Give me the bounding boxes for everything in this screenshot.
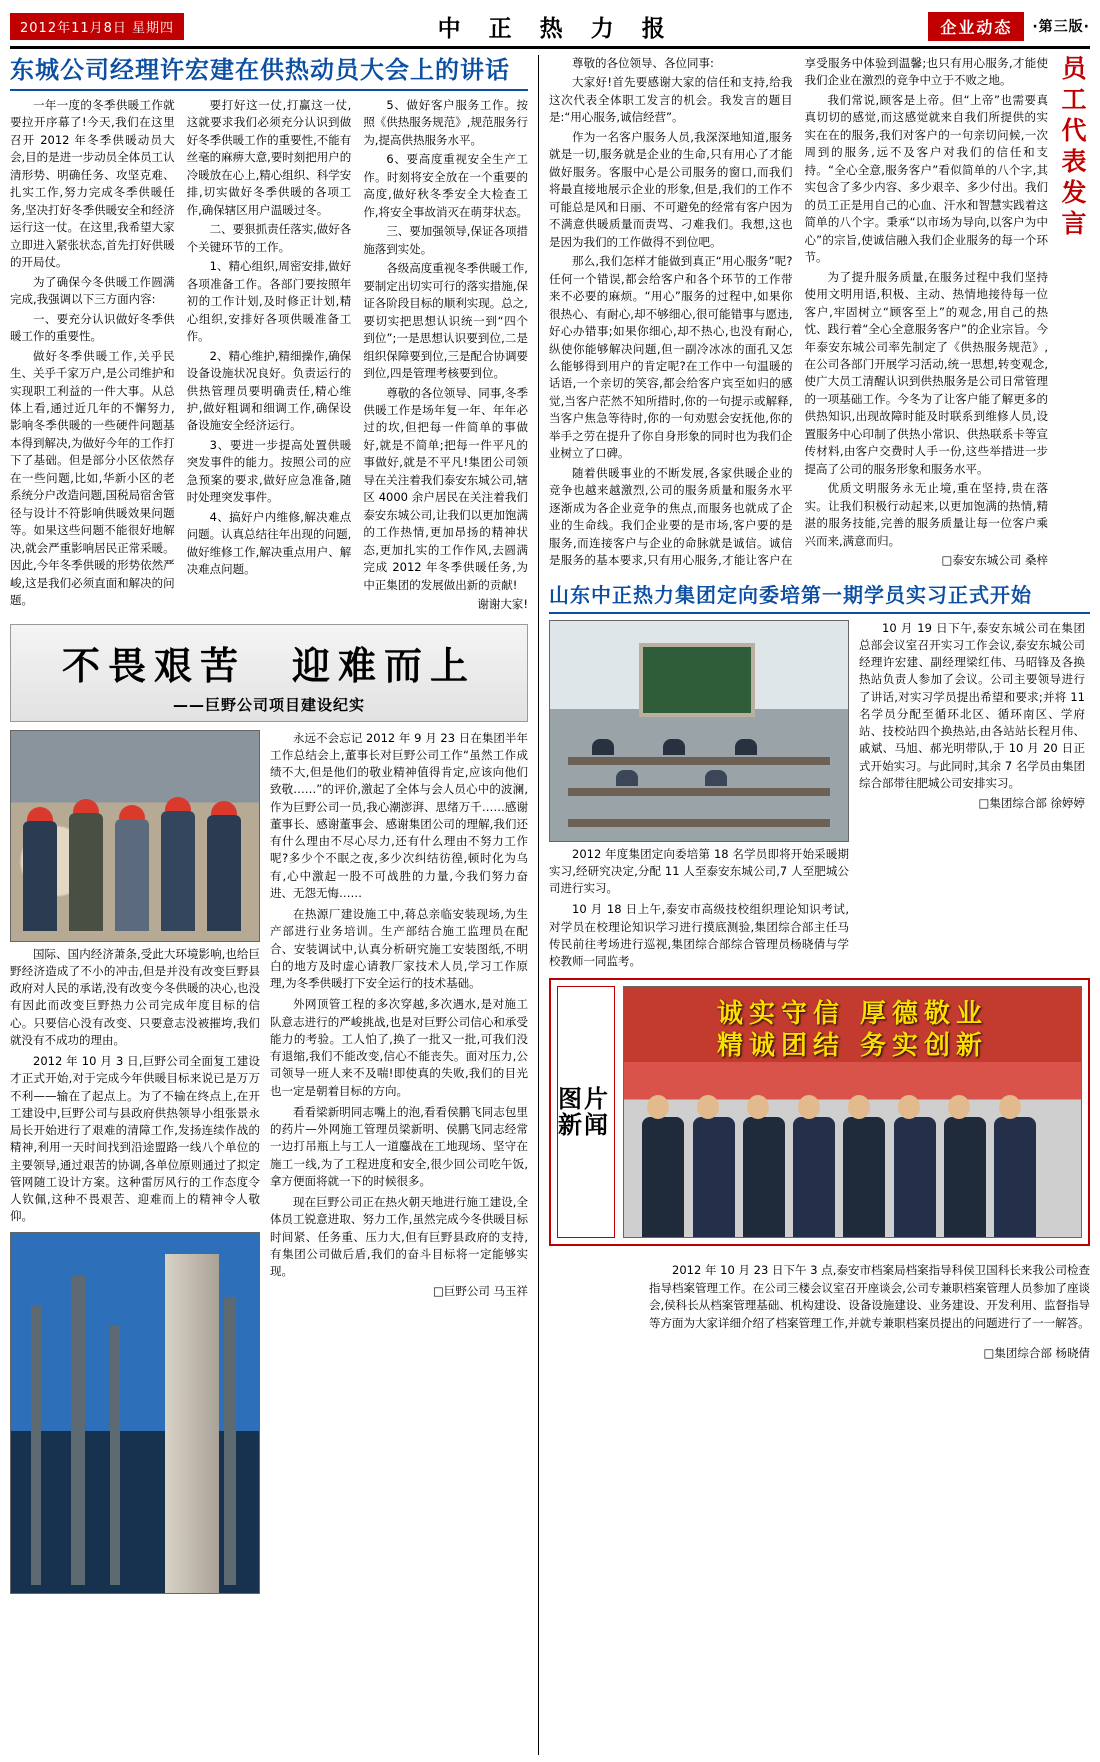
paragraph: 2、精心维护,精细操作,确保设备设施状况良好。负责运行的供热管理员要明确责任,精心维护,做好粗调和细调工作,确保设备设施安全经济运行。 [186,348,352,433]
paragraph: 3、要进一步提高处置供暖突发事件的能力。按照公司的应急预案的要求,做好应急准备,随时处理突发事件。 [186,437,352,505]
main-headline: 东城公司经理许宏建在供热动员大会上的讲话 [10,55,528,91]
paragraph: 大家好!首先要感谢大家的信任和支持,给我这次代表全体职工发言的机会。我发言的题目是:“用心服务,诚信经营”。 [549,75,793,125]
paragraph: 谢谢大家! [477,597,528,612]
paragraph: 看看梁新明同志嘴上的泡,看看侯鹏飞同志包里的药片—外网施工管理员梁新明、侯鹏飞同志经常一边打吊瓶上与工人一道鏖战在工地现场、坚守在施工一线,为了工程进度和安全,很少回公司吃午饭,拿方便面将就一下的时候很多。 [270,1104,528,1188]
article-byline: □泰安东城公司 桑梓 [941,553,1048,568]
photo-group-meeting [623,986,1082,1238]
training-headline: 山东中正热力集团定向委培第一期学员实习正式开始 [549,579,1090,614]
paragraph: 永远不会忘记 2012 年 9 月 23 日在集团半年工作总结会上,董事长对巨野公司工作“虽然工作成绩不大,但是他们的敬业精神值得肯定,应该向他们致敬……”的评价,激起了全体与会人员心中的波澜,作为巨野公司一员,我心潮澎湃、思绪万千……感谢董事长、感谢董事会、感谢集团公司的理解,我们还有什么理由不尽心尽力,还有什么理由不努力工作呢?多少个不眠之夜,多少次纠结彷徨,顿时化为乌有,心中激起一股不可战胜的力量,今我们努力奋进、无怨无悔…… [270,730,528,900]
main-article-body [10,97,528,614]
paragraph: 我们常说,顾客是上帝。但“上帝”也需要真真切切的感觉,而这感觉就来自我们所提供的实实在在的服务,我们对客户的一句亲切问候,一次周到的服务,远不及客户对我们的信任和支持。“全心全意,服务客户”看似简单的八个字,其实包含了多少内容、多少艰辛、多少付出。我们的员工正是用自己的心血、汗水和智慧实践着这简单的八个字。秉承“以市场为导向,以客户为中心”的宗旨,使诚信融入我们企业服务的每一个环节。 [804,92,1048,265]
paragraph: 随着供暖事业的不断发展,各家供暖企业的竞争也越来越激烈,公司的服务质量和服务水平逐渐成为各企业竞争的焦点,而服务也就成了企业的生命线。我们企业要的是市场,客户要的是服务,而连接客户与企业的命脉就是诚信。诚信是服务的基本要求,只有用心服务,才能让客户在享受服务中体验到温馨;也只有用心服务,才能使我们企业在激烈的竞争中立于不败之地。 [549,56,1048,568]
banner-title: 不畏艰苦 迎难而上 [61,642,476,688]
article-byline: □集团综合部 杨晓倩 [983,1345,1090,1360]
paragraph: 5、做好客户服务工作。按照《供热服务规范》,规范服务行为,提高供热服务水平。 [363,98,528,147]
paragraph: 现在巨野公司正在热火朝天地进行施工建设,全体员工锐意进取、努力工作,虽然完成今冬供暖目标时间紧、任务重、压力大,但有巨野县政府的支持,有集团公司做后盾,我们的奋斗目标将一定能够实现。 [270,1195,528,1279]
paragraph: 4、搞好户内维修,解决难点问题。认真总结往年出现的问题,做好维修工作,解决重点用户、解决难点问题。 [186,509,352,577]
paragraph: 尊敬的各位领导、各位同事: [572,56,714,70]
left-column [10,55,528,1755]
paper-title: 中 正 热 力 报 [437,14,675,42]
paragraph: 那么,我们怎样才能做到真正“用心服务”呢?任何一个错误,都会给客户和各个环节的工作带来不必要的麻烦。“用心”服务的过程中,如果你很热心、有耐心,却不够细心,很可能错事与愿违,好心办错事;如果你细心,却不热心,也没有耐心,纵使你能够解决问题,但一副冷冰冰的面孔又怎么能够得到用户的肯定呢?在工作中一句温暖的话语,一个亲切的笑容,都会给客户宾至如归的感觉,当客户茫然不知所措时,你的一句提示或解释,当客户焦急等待时,你的一句劝慰会安抚他,你的举手之劳在提升了你自身形象的同时也为我们企业树立了口碑。 [549,254,793,461]
paragraph: 三、要加强领导,保证各项措施落到实处。 [363,224,528,256]
photo-boiler-tower [10,1232,260,1594]
paragraph: 10 月 18 日上午,泰安市高级技校组织理论知识考试,对学员在校理论知识学习进行摸底测验,集团综合部主任马传民前往考场进行巡视,集团综合部综合管理员杨晓倩与学校教师一同监考。 [549,902,849,969]
paragraph: 为了确保今冬供暖工作圆满完成,我强调以下三方面内容: [10,274,175,307]
picture-news-block [549,978,1090,1246]
right-column [538,55,1090,1755]
photo-construction-site [10,730,260,942]
paragraph: 做好冬季供暖工作,关乎民生、关乎千家万户,是公司维护和实现职工利益的一件大事。从总体上看,通过近几年的不懈努力,影响冬季供暖的一些硬件问题基本得到解决,为做好今年的工作打下了基础。但是部分小区依然存在一些问题,比如,华新小区的老系统分户改造问题,国税局宿舍管径与设计不符影响供暖效果问题等。如果这些问题不能很好地解决,就会严重影响居民正常采暖。因此,今年冬季供暖的形势依然严峻,这是我们必须直面和解决的问题。 [10,348,175,608]
photo-slogan-line2: 精诚团结 务实创新 [716,1031,989,1062]
picture-news-text: 2012 年 10 月 23 日下午 3 点,泰安市档案局档案指导科侯卫国科长来我公司检查指导档案管理工作。在公司三楼会议室召开座谈会,公司专兼职档案管理人员参加了座谈会,侯科长从档案管理基础、机构建设、设备设施建设、业务建设、开发利用、监督指导等方面为大家详细介绍了档案管理工作,并就专兼职档案员提出的问题进行了一一解答。 [649,1262,1090,1331]
paragraph: 1、精心组织,周密安排,做好各项准备工作。各部门要按照年初的工作计划,及时修正计划,精心组织,安排好各项供暖准备工作。 [186,259,352,344]
photo-classroom [549,620,849,842]
training-photo-caption: 2012 年度集团定向委培第 18 名学员即将开始采暖期实习,经研究决定,分配 11 人至泰安东城公司,7 人至肥城公司进行实习。 [549,846,849,896]
paragraph: 在热源厂建设施工中,蒋总亲临安装现场,为生产部进行业务培训。生产部结合施工监理员在配合、安装调试中,认真分析研究施工安装图纸,不明白的地方及时虚心请教厂家技术人员,学习工作原理,为冬季供暖打下安全运行的技术基础。 [270,907,528,991]
issue-date: 2012年11月8日 星期四 [10,13,184,40]
banner-subtitle: ——巨野公司项目建设纪实 [172,695,365,714]
paragraph: 二、要狠抓责任落实,做好各个关键环节的工作。 [186,222,352,254]
photo-caption-paragraph: 国际、国内经济萧条,受此大环境影响,也给巨野经济造成了不小的冲击,但是并没有改变巨野县政府对人民的承诺,没有改变今冬供暖的决心,也没有因此而改变巨野热力公司完成年度目标的信心。只要信心没有改变、只要意志没被摧垮,我们就没有不成功的理由。 [10,946,260,1047]
photo-slogan-line1: 诚实守信 厚德敬业 [716,999,989,1030]
picture-news-label-text: 图片新闻 [558,1083,610,1140]
section-badge: 企业动态 [928,12,1024,41]
paragraph: 一年一度的冬季供暖工作就要拉开序幕了!今天,我们在这里召开 2012 年冬季供暖动员大会,目的是进一步动员全体员工认清形势、明确任务、攻坚克难、扎实工作,努力完成冬季供暖任务,坚决打好冬季供暖安全和经济运行这一仗。在这里,我希望大家立即进入紧张状态,首先打好供暖的开局仗。 [10,98,175,270]
paragraph: 尊敬的各位领导、同事,冬季供暖工作是场年复一年、年年必过的坎,但把每一件简单的事做好,就是不简单;把每一件平凡的事做好,就是不平凡!集团公司领导在关注着我们泰安东城公司,辖区 4000 余户居民在关注着我们泰安东城公司,让我们以更加饱满的工作热情,更加昂扬的精神状态,更加扎实的工作作风,去圆满完成 2012 年冬季供暖任务,为中正集团的发展做出新的贡献! [363,385,528,592]
article-byline: □集团综合部 徐婷婷 [978,796,1085,811]
article-byline: □巨野公司 马玉祥 [432,1284,528,1299]
paragraph: 10 月 19 日下午,泰安东城公司在集团总部会议室召开实习工作会议,泰安东城公司经理许宏建、副经理梁红伟、马昭锋及各换热站负责人参加了会议。公司主要领导进行了讲话,对实习学员提出希望和要求;并将 11 名学员分配至循环北区、循环南区、学府站、技校站四个换热站,由各站站长程月伟、戚斌、马旭、郝光明带队,于 10 月 20 日正式开始实习。与此同时,其余 7 名学员由集团综合部带往肥城公司安排实习。 [859,620,1085,790]
photo-caption-paragraph: 2012 年 10 月 3 日,巨野公司全面复工建设才正式开始,对于完成今年供暖目标来说已是万万不利——输在了起点上。为了不输在终点上,在开工建设中,巨野公司与县政府供热领导小组张景永局长开始进行了艰难的清障工作,发扬连续作战的精神,利用一天时间找到沿途盟路一线八个单位的主要领导,通过艰苦的协调,各单位原则通过了拟定管网随工设计方案。这种雷厉风行的工作态度令人钦佩,这种不畏艰苦、迎难而上的精神令人敬仰。 [10,1054,260,1224]
paragraph: 一、要充分认识做好冬季供暖工作的重要性。 [10,311,175,344]
paragraph: 优质文明服务永无止境,重在坚持,贵在落实。让我们积极行动起来,以更加饱满的热情,精湛的服务技能,完善的服务质量让每一位客户乘兴而来,满意而归。 [804,481,1048,548]
paragraph: 要打好这一仗,打赢这一仗,这就要求我们必须充分认识到做好冬季供暖工作的重要性,不能有丝毫的麻痹大意,要时刻把用户的冷暖放在心上,精心组织、科学安排,切实做好冬季供暖的各项工作,确保辖区用户温暖过冬。 [186,98,352,217]
paragraph: 各级高度重视冬季供暖工作,要制定出切实可行的落实措施,保证各阶段目标的顺利实现。总之,要切实把思想认识统一到“四个到位”;一是思想认识要到位,二是组织保障要到位,三是配合协调要到位,四是管理考核要到位。 [363,261,528,381]
feature-banner [10,624,528,722]
paragraph: 外网顶管工程的多次穿越,多次遇水,是对施工队意志进行的严峻挑战,也是对巨野公司信心和承受能力的考验。工人怕了,换了一批又一批,可我们没有退缩,我们不能改变,信心不能丧失。面对压力,公司领导一班人来不及喘!即使真的失败,我们的目光也一定是朝着目标的方向。 [270,997,528,1098]
paragraph: 6、要高度重视安全生产工作。时刻将安全放在一个重要的高度,做好秋冬季安全大检查工作,将安全事故消灭在萌芽状态。 [363,152,528,219]
employee-speech-vertical-title: 员工代表发言 [1058,55,1087,241]
paragraph: 为了提升服务质量,在服务过程中我们坚持使用文明用语,积极、主动、热情地接待每一位客户,牢固树立“顾客至上”的观念,用自己的热忱、践行着“全心全意服务客户”的企业宗旨。今年泰安东城公司率先制定了《供热服务规范》,在公司各部门开展学习活动,统一思想,转变观念,使广大员工清醒认识到供热服务是公司日常管理的一项基础工作。今冬为了让客户能了解更多的供热知识,出现故障时能及时联系到维修人员,设置服务中心印制了供热小常识、供热联系卡等宣传材料,由客户交费时人手一份,这些举措进一步提高了公司的服务形象和服务水平。 [804,269,1048,476]
paragraph: 作为一名客户服务人员,我深深地知道,服务就是一切,服务就是企业的生命,只有用心了才能做好服务。客服中心是公司服务的窗口,而我们将最直接地展示企业的形象,但是,我们的工作不可能总是风和日丽、不可避免的经常有客户因为不满意供暖质量而责骂、刁难我们。我想,这也是因为我们的工作做得不到位吧。 [549,129,793,249]
masthead [10,6,1090,49]
picture-news-label [557,986,615,1238]
page-number: ·第三版· [1032,19,1090,35]
page-content [10,55,1090,1755]
employee-speech-body [549,55,1048,571]
